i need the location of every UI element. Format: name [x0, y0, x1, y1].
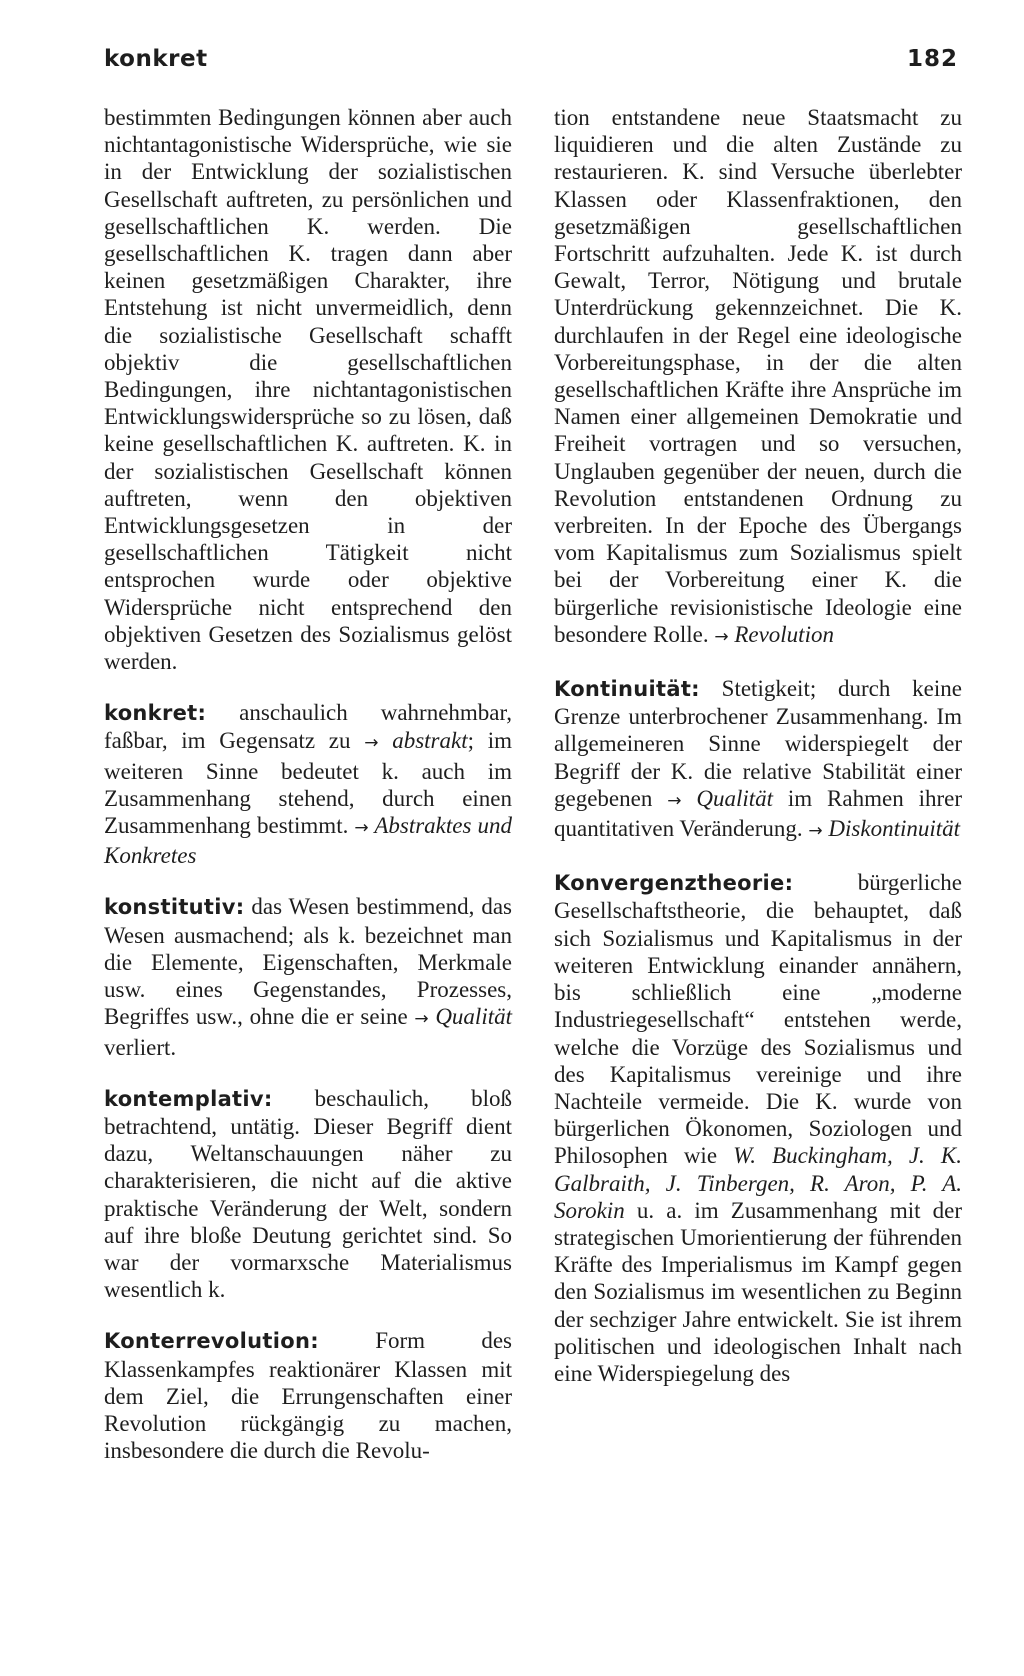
arrow-icon: →	[354, 818, 369, 839]
entry-term: Kontinuität:	[554, 677, 700, 702]
entry-konstitutiv: konstitutiv: das Wesen bestimmend, das Wesen ausmachend; als k. bezeichnet man die Elemente, Eigenschaften, Merkmale usw. eines Gegenstandes, Prozesses, Begriffes usw., ohne die er seine → Qualität verliert.	[104, 894, 512, 1060]
entry-kontemplativ: kontemplativ: beschaulich, bloß betrachtend, untätig. Dieser Begriff dient dazu, Weltanschauungen näher zu charakterisieren, die nicht auf die aktive praktische Veränderung der Welt, sondern auf ihre bloße Deutung gerichtet sind. So war der vormarxsche Materialismus wesentlich k.	[104, 1085, 512, 1303]
right-column	[554, 104, 962, 1387]
continuation-paragraph: bestimmten Bedingungen können aber auch nichtantagonistische Widersprüche, wie sie in der Entwicklung der sozialistischen Gesellschaft auftreten, zu persönlichen und gesellschaftlichen K. werden. Die gesellschaftlichen K. tragen dann aber keinen gesetzmäßigen Charakter, ihre Entstehung ist nicht unvermeidlich, denn die sozialistische Gesellschaft schafft objektiv die gesellschaftlichen Bedingungen, ihre nichtantagonistischen Entwicklungswidersprüche so zu lösen, daß keine gesellschaftlichen K. auftreten. K. in der sozialistischen Gesellschaft können auftreten, wenn den objektiven Entwicklungsgesetzen in der gesellschaftlichen Tätigkeit nicht entsprochen wurde oder objektive Widersprüche nicht entsprechend den objektiven Gesetzen des Sozialismus gelöst werden.	[104, 105, 512, 675]
entry-term: kontemplativ:	[104, 1086, 273, 1111]
cross-reference: Diskontinuität	[822, 816, 961, 842]
cross-reference: Revolution	[728, 621, 834, 647]
arrow-icon: →	[667, 790, 682, 811]
author-names: W. Buckingham, J. K. Galbraith, J. Tinbergen, R. Aron, P. A. Sorokin	[554, 1143, 962, 1223]
entry-konkret: konkret: anschaulich wahrnehmbar, faßbar, im Gegensatz zu → abstrakt; im weiteren Sinne bedeutet k. auch im Zusammenhang stehend, durch einen Zusammenhang bestimmt. → Abstraktes und Konkretes	[104, 700, 513, 869]
cross-reference: Qualität	[681, 785, 774, 811]
left-column	[104, 104, 512, 1464]
entry-konvergenztheorie: Konvergenztheorie: bürgerliche Gesellschaftstheorie, die behauptet, daß sich Sozialismus und Kapitalismus in der weiteren Entwicklung einander annähern, bis schließlich eine „moderne Industriegesellschaft“ entstehen werde, welche die Vorzüge des Sozialismus und des Kapitalismus vereinige und ihre Nachteile vermeide. Die K. wurde von bürgerlichen Ökonomen, Soziologen und Philosophen wie W. Buckingham, J. K. Galbraith, J. Tinbergen, R. Aron, P. A. Sorokin u. a. im Zusammenhang mit der strategischen Umorientierung der führenden Kräfte des Imperialismus im Kampf gegen den Sozialismus im wesentlichen zu Beginn der sechziger Jahre entwickelt. Sie ist ihrem politischen und ideologischen Inhalt nach eine Widerspiegelung des	[554, 870, 962, 1386]
entry-term: konkret:	[104, 701, 207, 726]
entry-term: Konvergenztheorie:	[554, 871, 794, 896]
arrow-icon: →	[714, 626, 729, 647]
arrow-icon: →	[414, 1009, 429, 1030]
cross-reference: Abstraktes und Konkretes	[104, 813, 513, 869]
page-header	[104, 46, 958, 80]
continuation-paragraph: tion entstandene neue Staatsmacht zu liquidieren und die alten Zustände zu restaurieren. K. sind Versuche überlebter Klassen oder Klassenfraktionen, den gesetzmäßigen gesellschaftlichen Fortschritt aufzuhalten. Jede K. ist durch Gewalt, Terror, Nötigung und brutale Unterdrückung gekennzeichnet. Die K. durchlaufen in der Regel eine ideologische Vorbereitungsphase, in der die alten gesellschaftlichen Kräfte ihre Ansprüche im Namen einer allgemeinen Demokratie und Freiheit vortragen und so versuchen, Unglauben gegenüber der neuen, durch die Revolution entstandenen Ordnung zu verbreiten. In der Epoche des Übergangs vom Kapitalismus zum Sozialismus spielt bei der Vorbereitung einer K. die bürgerliche revisionistische Ideologie eine besondere Rolle. → Revolution	[554, 105, 962, 647]
entry-term: Konterrevolution:	[104, 1329, 319, 1354]
entry-kontinuitaet: Kontinuität: Stetigkeit; durch keine Grenze unterbrochener Zusammenhang. Im allgemeineren Sinne widerspiegelt der Begriff der K. die relative Stabilität einer gegebenen → Qualität im Rahmen ihrer quantitativen Veränderung. → Diskontinuität	[554, 676, 962, 842]
running-head: konkret	[104, 46, 208, 72]
arrow-icon: →	[364, 733, 379, 754]
arrow-icon: →	[808, 821, 823, 842]
cross-reference: abstrakt	[378, 728, 468, 754]
cross-reference: Qualität	[428, 1004, 512, 1030]
page-number: 182	[906, 46, 958, 72]
entry-term: konstitutiv:	[104, 895, 245, 920]
entry-konterrevolution: Konterrevolution: Form des Klassenkampfes reaktionärer Klassen mit dem Ziel, die Errungenschaften einer Revolution rückgängig zu machen, insbesondere die durch die Revolu-	[104, 1328, 512, 1464]
